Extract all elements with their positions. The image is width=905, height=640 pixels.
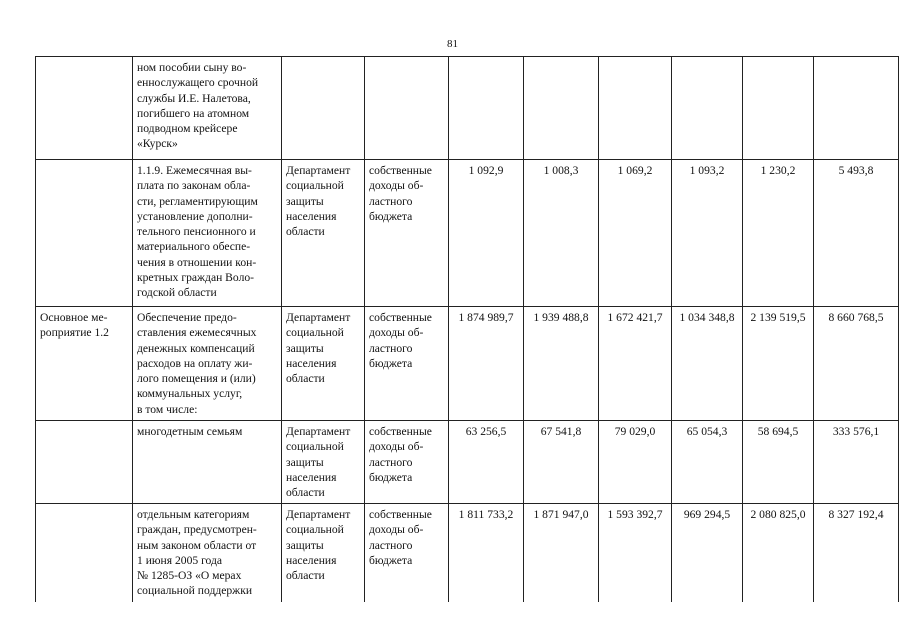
funding-source-cell: собственные доходы об- ластного бюджета xyxy=(365,160,449,307)
value-cell: 1 008,3 xyxy=(524,160,599,307)
table-row xyxy=(36,504,899,603)
table-row xyxy=(36,160,899,307)
table-row xyxy=(36,307,899,421)
funding-source-cell: собственные доходы об- ластного бюджета xyxy=(365,421,449,504)
funding-source-cell xyxy=(365,57,449,160)
value-cell xyxy=(599,57,672,160)
executor-cell: Департамент социальной защиты населения области xyxy=(282,160,365,307)
value-cell xyxy=(743,57,814,160)
value-cell: 1 672 421,7 xyxy=(599,307,672,421)
value-cell xyxy=(524,57,599,160)
executor-cell: Департамент социальной защиты населения области xyxy=(282,504,365,603)
value-cell: 1 939 488,8 xyxy=(524,307,599,421)
activity-cell xyxy=(36,421,133,504)
value-cell: 67 541,8 xyxy=(524,421,599,504)
value-cell xyxy=(672,57,743,160)
description-cell: Обеспечение предо- ставления ежемесячных денежных компенсаций расходов на оплату жи- лого помещения и (или) коммунальных услуг, в том числе: xyxy=(133,307,282,421)
activity-cell xyxy=(36,57,133,160)
funding-source-cell: собственные доходы об- ластного бюджета xyxy=(365,307,449,421)
value-cell: 1 871 947,0 xyxy=(524,504,599,603)
value-cell: 2 139 519,5 xyxy=(743,307,814,421)
activity-cell xyxy=(36,504,133,603)
value-cell: 1 874 989,7 xyxy=(449,307,524,421)
activity-cell: Основное ме- роприятие 1.2 xyxy=(36,307,133,421)
value-cell: 5 493,8 xyxy=(814,160,899,307)
activity-cell xyxy=(36,160,133,307)
description-cell: 1.1.9. Ежемесячная вы- плата по законам обла- сти, регламентирующим установление дополни- тельного пенсионного и материального обеспе- чения в отношении кон- кретных граждан Воло- годской области xyxy=(133,160,282,307)
value-cell: 1 593 392,7 xyxy=(599,504,672,603)
value-cell: 333 576,1 xyxy=(814,421,899,504)
value-cell: 63 256,5 xyxy=(449,421,524,504)
value-cell: 1 093,2 xyxy=(672,160,743,307)
executor-cell xyxy=(282,57,365,160)
value-cell xyxy=(814,57,899,160)
value-cell: 79 029,0 xyxy=(599,421,672,504)
value-cell: 969 294,5 xyxy=(672,504,743,603)
description-cell: отдельным категориям граждан, предусмотрен- ным законом области от 1 июня 2005 года № 1285-ОЗ «О мерах социальной поддержки xyxy=(133,504,282,603)
value-cell: 1 230,2 xyxy=(743,160,814,307)
table-row xyxy=(36,421,899,504)
value-cell: 65 054,3 xyxy=(672,421,743,504)
value-cell: 1 811 733,2 xyxy=(449,504,524,603)
value-cell: 1 092,9 xyxy=(449,160,524,307)
budget-table xyxy=(35,56,899,602)
value-cell: 8 660 768,5 xyxy=(814,307,899,421)
value-cell xyxy=(449,57,524,160)
description-cell: ном пособии сыну во- еннослужащего срочной службы И.Е. Налетова, погибшего на атомном подводном крейсере «Курск» xyxy=(133,57,282,160)
executor-cell: Департамент социальной защиты населения области xyxy=(282,421,365,504)
value-cell: 58 694,5 xyxy=(743,421,814,504)
value-cell: 2 080 825,0 xyxy=(743,504,814,603)
page-number: 81 xyxy=(447,38,458,50)
description-cell: многодетным семьям xyxy=(133,421,282,504)
funding-source-cell: собственные доходы об- ластного бюджета xyxy=(365,504,449,603)
value-cell: 1 069,2 xyxy=(599,160,672,307)
table-row xyxy=(36,57,899,160)
value-cell: 1 034 348,8 xyxy=(672,307,743,421)
value-cell: 8 327 192,4 xyxy=(814,504,899,603)
executor-cell: Департамент социальной защиты населения области xyxy=(282,307,365,421)
